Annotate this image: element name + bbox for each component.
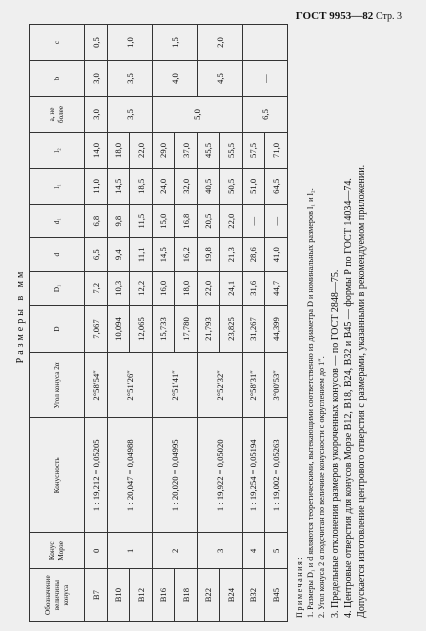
table-cell: 5: [265, 532, 288, 568]
table-cell: 29,0: [152, 132, 175, 168]
table-cell: 51,0: [242, 168, 265, 204]
table-cell: 19,8: [197, 237, 220, 271]
table-cell: 10,3: [107, 271, 130, 305]
table-cell: 1,5: [152, 24, 197, 60]
table-cell: 24,0: [152, 168, 175, 204]
table-cell: 3,0: [85, 96, 108, 132]
table-cell: [242, 24, 287, 60]
table-cell: 11,5: [130, 204, 153, 238]
table-cell: 6,8: [85, 204, 108, 238]
col-header: Угол конуса 2α: [30, 353, 85, 418]
standard-number: ГОСТ 9953—82: [295, 10, 374, 22]
table-cell: 1 : 20,020 = 0,04995: [152, 417, 197, 532]
table-cell: 31,6: [242, 271, 265, 305]
table-cell: 1,0: [107, 24, 152, 60]
table-cell: 57,5: [242, 132, 265, 168]
col-header: d₁: [30, 204, 85, 238]
col-header: D₁: [30, 271, 85, 305]
page-number: Стр. 3: [375, 11, 402, 22]
table-cell: 1 : 19,922 = 0,05020: [197, 417, 242, 532]
table-row: [85, 24, 108, 621]
table-cell: B12: [130, 568, 153, 621]
table-cell: 2°51′26″: [107, 353, 152, 418]
col-header: Конусность: [30, 417, 85, 532]
col-header: Обозначение величины конуса: [30, 568, 85, 621]
table-cell: 44,399: [265, 305, 288, 353]
table-cell: 37,0: [175, 132, 198, 168]
table-cell: 1 : 19,254 = 0,05194: [242, 417, 265, 532]
table-cell: B45: [265, 568, 288, 621]
table-cell: 12,065: [130, 305, 153, 353]
table-cell: 64,5: [265, 168, 288, 204]
table-cell: 16,2: [175, 237, 198, 271]
table-cell: 5,0: [152, 96, 242, 132]
table-cell: 18,5: [130, 168, 153, 204]
table-cell: 4,5: [197, 60, 242, 96]
col-header: d: [30, 237, 85, 271]
table-cell: 10,094: [107, 305, 130, 353]
table-cell: 15,733: [152, 305, 175, 353]
table-cell: 41,0: [265, 237, 288, 271]
table-cell: 2°58′31″: [242, 353, 265, 418]
col-header: a, не более: [30, 96, 85, 132]
numbered-items: [329, 26, 368, 618]
note-2: 2. Угол конуса 2 α подсчитан по величине конусности с округлением до 1″.: [316, 355, 326, 618]
table-cell: 2°58′54″: [85, 353, 108, 418]
table-cell: 24,1: [220, 271, 243, 305]
table-cell: 44,7: [265, 271, 288, 305]
table-cell: 0: [85, 532, 108, 568]
table-cell: B22: [197, 568, 220, 621]
table-cell: 21,3: [220, 237, 243, 271]
note-1: 1. Размеры D₁ и d являются теоретическими, вытекающими соответственно из диаметра D и номинальных размеров l₁ и l₂.: [305, 187, 315, 618]
table-cell: 7,2: [85, 271, 108, 305]
table-cell: 15,0: [152, 204, 175, 238]
table-cell: 6,5: [85, 237, 108, 271]
table-cell: 3,0: [85, 60, 108, 96]
dimensions-table: [29, 24, 288, 622]
table-title: Размеры в мм: [15, 268, 26, 363]
table-cell: B16: [152, 568, 175, 621]
header-row: [30, 24, 85, 621]
table-cell: 3: [197, 532, 242, 568]
table-cell: 3,5: [107, 60, 152, 96]
table-cell: B32: [242, 568, 265, 621]
table-cell: B18: [175, 568, 198, 621]
item-4: 4. Центровые отверстия для конусов Морзе В12, В18, В24, В32 и В45 — формы Р по ГОСТ 14034—74.: [342, 177, 354, 618]
col-header: b: [30, 60, 85, 96]
table-cell: 71,0: [265, 132, 288, 168]
table-cell: B24: [220, 568, 243, 621]
table-cell: 9,4: [107, 237, 130, 271]
table-cell: 1 : 20,047 = 0,04988: [107, 417, 152, 532]
col-header: l₁: [30, 168, 85, 204]
table-cell: 6,5: [242, 96, 287, 132]
table-cell: —: [265, 204, 288, 238]
table-cell: 22,0: [220, 204, 243, 238]
table-cell: 22,0: [130, 132, 153, 168]
table-cell: 23,825: [220, 305, 243, 353]
table-cell: 4: [242, 532, 265, 568]
notes-heading: Примечания:: [294, 555, 304, 618]
col-header: c: [30, 24, 85, 60]
table-cell: B7: [85, 568, 108, 621]
notes-section: [294, 26, 368, 618]
table-cell: 11,1: [130, 237, 153, 271]
table-cell: 40,5: [197, 168, 220, 204]
table-cell: 14,5: [152, 237, 175, 271]
table-row: [242, 24, 265, 621]
table-cell: 31,267: [242, 305, 265, 353]
col-header: D: [30, 305, 85, 353]
table-cell: 2°51′41″: [152, 353, 197, 418]
table-cell: 1: [107, 532, 152, 568]
table-cell: 14,5: [107, 168, 130, 204]
table-cell: 32,0: [175, 168, 198, 204]
table-row: [152, 24, 175, 621]
table-cell: 3°00′53″: [265, 353, 288, 418]
table-cell: 17,780: [175, 305, 198, 353]
table-cell: 16,0: [152, 271, 175, 305]
table-cell: 7,067: [85, 305, 108, 353]
table-cell: 2°52′32″: [197, 353, 242, 418]
table-cell: 9,8: [107, 204, 130, 238]
table-cell: 12,2: [130, 271, 153, 305]
table-cell: 18,0: [175, 271, 198, 305]
table-cell: 0,5: [85, 24, 108, 60]
col-header: Конус Морзе: [30, 532, 85, 568]
table-cell: 18,0: [107, 132, 130, 168]
table-cell: 3,5: [107, 96, 152, 132]
table-cell: 28,6: [242, 237, 265, 271]
table-cell: —: [242, 60, 287, 96]
table-cell: 55,5: [220, 132, 243, 168]
table-cell: 16,8: [175, 204, 198, 238]
table-cell: 1 : 19,002 = 0,05263: [265, 417, 288, 532]
table-cell: 1 : 19,212 = 0,05205: [85, 417, 108, 532]
table-cell: 14,0: [85, 132, 108, 168]
table-cell: 45,5: [197, 132, 220, 168]
table-cell: 50,5: [220, 168, 243, 204]
item-3: 3. Предельные отклонения размеров укороченных конусов — по ГОСТ 2848—75.: [329, 269, 341, 618]
table-row: [107, 24, 130, 621]
table-cell: 2: [152, 532, 197, 568]
item-5: Допускается изготовление центрового отверстия с размерами, указанными в рекомендуемом приложении.: [355, 164, 367, 618]
rotated-content: [13, 6, 413, 626]
table-cell: —: [242, 204, 265, 238]
table-cell: 4,0: [152, 60, 197, 96]
table-cell: 21,793: [197, 305, 220, 353]
table-cell: 2,0: [197, 24, 242, 60]
table-cell: 11,0: [85, 168, 108, 204]
table-cell: 22,0: [197, 271, 220, 305]
table-cell: B10: [107, 568, 130, 621]
table-cell: 20,5: [197, 204, 220, 238]
col-header: l₂: [30, 132, 85, 168]
